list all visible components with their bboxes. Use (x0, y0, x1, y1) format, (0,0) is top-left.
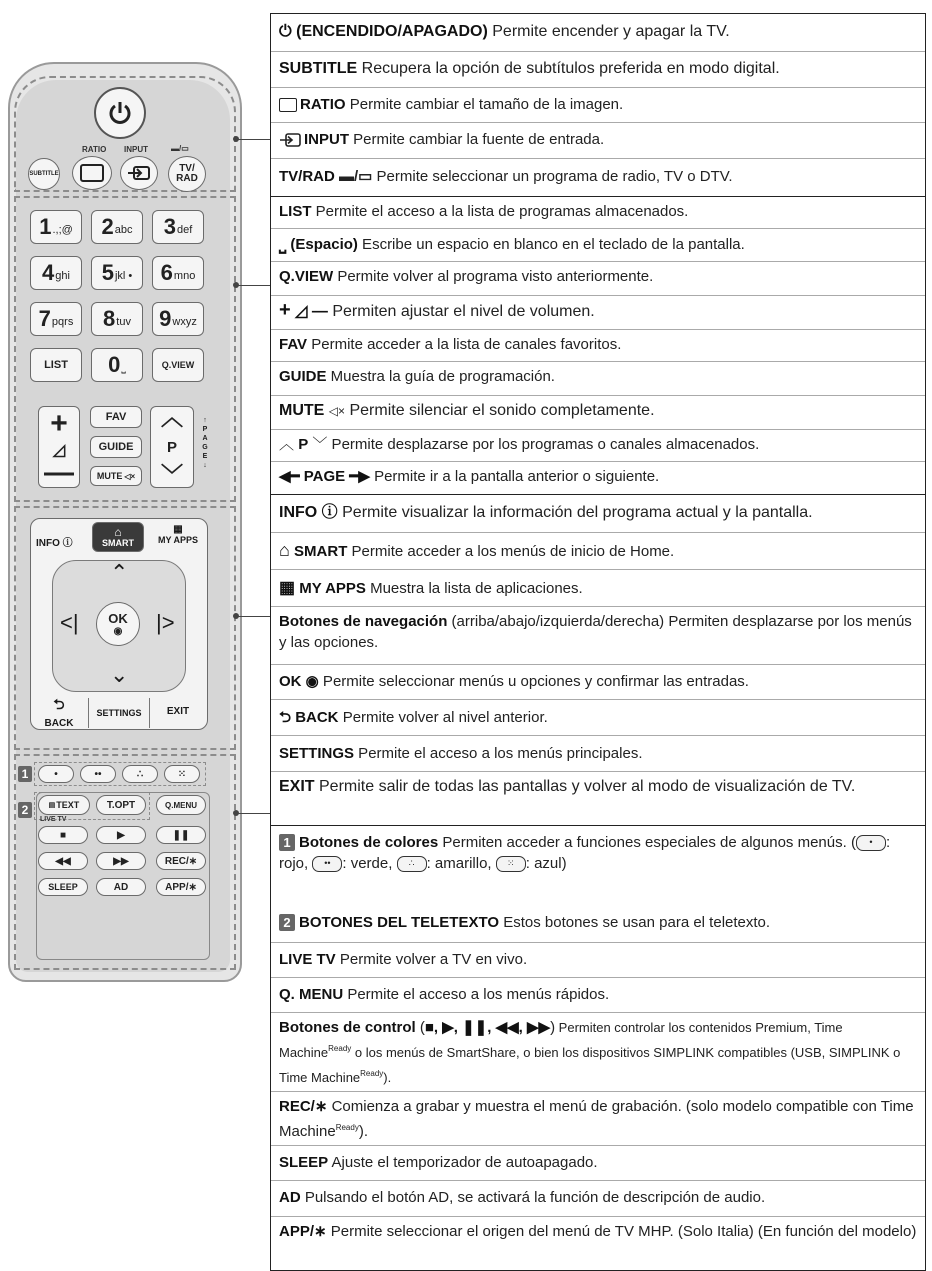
rec-button[interactable] (156, 852, 206, 870)
ratio-icon (80, 164, 104, 182)
input-icon (279, 133, 301, 147)
program-label: P (166, 438, 177, 456)
number-button-5[interactable] (91, 256, 143, 290)
app-button[interactable] (156, 878, 206, 896)
row-exit-title: EXIT (279, 778, 315, 795)
topt-button[interactable] (96, 795, 146, 815)
letters: mno (173, 270, 196, 282)
connector-3 (236, 616, 270, 617)
myapps-button[interactable] (154, 524, 202, 545)
ratio-button[interactable] (72, 156, 112, 190)
row-subtitle-title: SUBTITLE (279, 60, 358, 77)
row-control-text3: ). (383, 1070, 392, 1085)
ok-button-label: OK (108, 611, 128, 626)
qmenu-button-label: Q.MENU (165, 800, 197, 810)
row-guide (271, 361, 925, 395)
row-settings-title: SETTINGS (279, 745, 355, 762)
app-button-label: APP/∗ (165, 881, 197, 893)
number-button-4[interactable] (30, 256, 82, 290)
row-nav-title: Botones de navegación (279, 613, 448, 630)
connector-dot-4 (233, 810, 239, 816)
number-button-0[interactable] (91, 348, 143, 382)
digit: 9 (159, 306, 172, 331)
pause-button[interactable] (156, 826, 206, 844)
digit: 0 (108, 352, 121, 377)
row-ad (271, 1180, 925, 1216)
digit: 7 (38, 306, 51, 331)
row-info-text: Permite visualizar la información del programa actual y la pantalla. (337, 504, 813, 521)
forward-button[interactable] (96, 852, 146, 870)
group-number-buttons (270, 197, 926, 495)
ready-superscript: Ready (328, 1044, 352, 1053)
row-power (271, 14, 925, 51)
back-button[interactable] (34, 694, 84, 729)
row-list (271, 197, 925, 228)
row-rec-text2: ). (358, 1123, 368, 1140)
info-icon: ⓘ (59, 538, 73, 549)
number-button-7[interactable] (30, 302, 82, 336)
row-ratio-text: Permite cambiar el tamaño de la imagen. (345, 96, 624, 113)
letters: .,;@ (52, 224, 73, 236)
row-myapps-title: MY APPS (299, 580, 366, 597)
row-rec-title: REC/∗ (279, 1098, 328, 1115)
row-control-text1: Permiten controlar los contenidos Premium, Time Machine (279, 1020, 843, 1060)
stop-icon: ■ (59, 829, 67, 841)
row-app-text: Permite seleccionar el origen del menú de TV MHP. (Solo Italia) (En función del modelo) (326, 1223, 917, 1240)
power-button[interactable] (94, 87, 146, 139)
power-icon: ⏻ (279, 23, 292, 40)
list-button-label: LIST (44, 359, 68, 371)
volume-icon: ◿ (52, 442, 66, 459)
letters: tuv (116, 316, 131, 328)
volume-up-icon: + (50, 407, 68, 440)
row-ok-text: Permite seleccionar menús u opciones y confirmar las entradas. (318, 673, 749, 690)
connector-2 (236, 285, 270, 286)
group-navigation-buttons (270, 495, 926, 826)
row-ratio (271, 87, 925, 122)
subtitle-button-label: SUBTITLE (29, 171, 59, 177)
mute-icon: ◁× (328, 404, 346, 418)
qview-button-label: Q.VIEW (161, 360, 195, 370)
info-button-label: INFO (36, 538, 60, 549)
sleep-button-label: SLEEP (48, 882, 78, 892)
digit: 6 (160, 260, 173, 285)
row-rec (271, 1091, 925, 1145)
row-colors-text: Permiten acceder a funciones especiales de algunos menús. ( (438, 834, 856, 851)
blue-key-icon: ⁙ (496, 856, 526, 872)
mute-icon: ◁× (124, 471, 136, 481)
back-icon: ⮌ (53, 696, 65, 712)
row-page-text: Permite ir a la pantalla anterior o siguiente. (369, 468, 660, 485)
blue-button[interactable]: ⁙ (164, 765, 200, 783)
row-ok-title: OK (279, 673, 302, 690)
badge-2: 2 (279, 914, 295, 931)
row-nav (271, 606, 925, 664)
ok-button[interactable] (96, 602, 140, 646)
connector-1 (236, 139, 270, 140)
row-rec-text1: Comienza a grabar y muestra el menú de grabación. (solo modelo compatible con Time Machine (279, 1098, 914, 1140)
row-guide-title: GUIDE (279, 368, 327, 385)
volume-rocker[interactable] (38, 406, 80, 488)
fav-button-label: FAV (105, 411, 127, 423)
red-text: : rojo, (279, 834, 891, 872)
row-livetv-text: Permite volver a TV en vivo. (335, 951, 528, 968)
red-key-icon: • (856, 835, 886, 851)
volume-plus-icon: + (279, 299, 291, 321)
row-input-title: INPUT (304, 131, 349, 148)
text-button-label: TEXT (56, 800, 80, 810)
guide-button-label: GUIDE (98, 441, 134, 453)
input-label: INPUT (124, 145, 148, 154)
ok-dot-icon: ◉ (305, 673, 319, 690)
program-rocker[interactable] (150, 406, 194, 488)
topt-button-label: T.OPT (106, 799, 136, 811)
row-program-text: Permite desplazarse por los programas o canales almacenados. (327, 436, 760, 453)
ad-button-label: AD (113, 881, 129, 893)
row-ad-text: Pulsando el botón AD, se activará la función de descripción de audio. (300, 1189, 766, 1206)
row-power-text: Permite encender y apagar la TV. (487, 23, 730, 40)
row-fav-title: FAV (279, 336, 308, 353)
page-forward-icon: ━▶ (349, 468, 370, 485)
space-icon: ⎵ (279, 233, 287, 253)
grid-icon: ▦ (173, 524, 183, 535)
settings-button[interactable] (88, 698, 150, 728)
row-ratio-title: RATIO (300, 96, 346, 113)
row-back (271, 699, 925, 735)
digit: 3 (163, 214, 176, 239)
number-button-8[interactable] (91, 302, 143, 336)
row-fav-text: Permite acceder a la lista de canales favoritos. (307, 336, 622, 353)
ok-dot-icon: ◉ (113, 626, 123, 637)
yellow-button[interactable]: ∴ (122, 765, 158, 783)
row-control: Botones de control (■, ▶, ❚❚, ◀◀, ▶▶) Permiten controlar los contenidos Premium, Time Machine$^{Ready}$ o los menús de SmartShare, o bien los dispositivos SIMPLINK compatibles (USB, SIMPLINK o Time Machine$^{Ready}$). (271, 1012, 925, 1091)
green-key-icon: •• (312, 856, 342, 872)
row-space-title: (Espacio) (290, 236, 358, 253)
yellow-text: : amarillo, (426, 855, 496, 872)
letters: jkl • (114, 270, 133, 282)
row-qview-text: Permite volver al programa visto anteriormente. (333, 268, 654, 285)
space-icon: ⎵ (121, 361, 126, 374)
row-list-text: Permite el acceso a la lista de programas almacenados. (311, 203, 689, 220)
control-icons: ■, ▶, ❚❚, ◀◀, ▶▶ (424, 1019, 551, 1036)
row-back-text: Permite volver al nivel anterior. (338, 709, 548, 726)
info-icon: ⓘ (321, 504, 338, 521)
back-button-label: BACK (44, 718, 74, 729)
row-qmenu (271, 977, 925, 1012)
program-up-icon: ︿ (279, 436, 295, 453)
row-colors (271, 826, 925, 906)
row-smart-text: Permite acceder a los menús de inicio de Home. (347, 543, 675, 560)
list-button[interactable] (30, 348, 82, 382)
number-button-3[interactable] (152, 210, 204, 244)
ready-superscript: Ready (335, 1123, 359, 1132)
exit-button-label: EXIT (166, 706, 190, 717)
program-down-icon: ﹀ (160, 463, 183, 488)
guide-button[interactable] (90, 436, 142, 458)
row-space-text: Escribe un espacio en blanco en el teclado de la pantalla. (357, 236, 745, 253)
row-teletext-text: Estos botones se usan para el teletexto. (499, 914, 771, 931)
ready-superscript: Ready (360, 1069, 384, 1078)
input-icon (127, 166, 151, 180)
nav-down-icon[interactable]: ⌄ (110, 662, 129, 687)
rec-button-label: REC/∗ (164, 855, 198, 867)
text-button[interactable] (38, 795, 90, 815)
row-smart-title: SMART (294, 543, 348, 560)
fav-button[interactable] (90, 406, 142, 428)
letters: abc (114, 224, 133, 236)
row-control-text2: o los menús de SmartShare, o bien los dispositivos SIMPLINK compatibles (USB, SIMPLINK o Time Machine (279, 1045, 901, 1085)
green-text: : verde, (342, 855, 397, 872)
smart-button-label: SMART (102, 538, 134, 548)
exit-button[interactable] (154, 706, 202, 717)
connector-dot-2 (233, 282, 239, 288)
row-guide-text: Muestra la guía de programación. (326, 368, 555, 385)
row-qview-title: Q.VIEW (279, 268, 334, 285)
letters: def (176, 224, 193, 236)
digit: 4 (42, 260, 55, 285)
page-side-label: ↑ P A G E ↓ (202, 417, 208, 469)
volume-down-icon: — (44, 456, 74, 489)
row-smart (271, 532, 925, 569)
program-up-icon: ︿ (160, 405, 183, 430)
row-colors-title: Botones de colores (299, 834, 439, 851)
tvrad-icons-label: ▬/▭ (171, 144, 189, 153)
ratio-label: RATIO (82, 145, 107, 154)
row-livetv-title: LIVE TV (279, 951, 336, 968)
row-teletext (271, 906, 925, 942)
row-settings-text: Permite el acceso a los menús principales. (354, 745, 643, 762)
ad-button[interactable] (96, 878, 146, 896)
row-control-title: Botones de control (279, 1019, 416, 1036)
home-icon: ⌂ (114, 525, 122, 539)
row-qmenu-title: Q. MENU (279, 986, 344, 1003)
volume-minus-icon: — (311, 303, 328, 320)
digit: 5 (101, 260, 114, 285)
program-down-icon: ﹀ (312, 436, 328, 453)
qview-button[interactable] (152, 348, 204, 382)
row-fav (271, 329, 925, 361)
number-button-6[interactable] (152, 256, 204, 290)
row-ad-title: AD (279, 1189, 301, 1206)
settings-button-label: SETTINGS (96, 708, 142, 718)
number-button-2[interactable] (91, 210, 143, 244)
row-nav-text: (arriba/abajo/izquierda/derecha) Permiten desplazarse por los menús y las opciones. (279, 613, 912, 651)
forward-icon: ▶▶ (113, 855, 129, 867)
letters: ghi (55, 270, 70, 282)
rewind-button[interactable] (38, 852, 88, 870)
row-myapps (271, 569, 925, 606)
row-sleep-title: SLEEP (279, 1154, 329, 1171)
volume-icon: ◿ (295, 303, 308, 320)
smart-button[interactable] (92, 522, 144, 552)
row-qview (271, 261, 925, 295)
subtitle-button[interactable] (28, 158, 60, 190)
qmenu-button[interactable] (156, 795, 206, 815)
row-subtitle-text: Recupera la opción de subtítulos preferida en modo digital. (357, 60, 780, 77)
row-mute-text: Permite silenciar el sonido completamente. (345, 402, 655, 419)
home-icon: ⌂ (279, 540, 290, 560)
connector-dot-1 (233, 136, 239, 142)
row-myapps-text: Muestra la lista de aplicaciones. (365, 580, 583, 597)
row-info-title: INFO (279, 504, 318, 521)
row-info (271, 495, 925, 532)
tvrad-button[interactable] (168, 156, 206, 192)
description-table (270, 13, 926, 1271)
row-input (271, 122, 925, 158)
green-button[interactable]: •• (80, 765, 116, 783)
digit: 2 (101, 214, 114, 239)
row-teletext-title: BOTONES DEL TELETEXTO (299, 914, 500, 931)
livetv-label: LIVE TV (40, 816, 67, 823)
rewind-icon: ◀◀ (55, 855, 71, 867)
row-mute (271, 395, 925, 429)
row-tvrad (271, 158, 925, 196)
nav-right-icon[interactable]: |> (156, 610, 175, 635)
connector-4 (236, 813, 270, 814)
badge-1: 1 (18, 766, 32, 782)
stop-button[interactable] (38, 826, 88, 844)
blue-text: : azul) (525, 855, 567, 872)
nav-left-icon[interactable]: <| (60, 610, 79, 635)
row-tvrad-text: Permite seleccionar un programa de radio, TV o DTV. (372, 168, 733, 185)
sleep-button[interactable] (38, 878, 88, 896)
row-app-title: APP/∗ (279, 1223, 327, 1240)
yellow-key-icon: ∴ (397, 856, 427, 872)
letters: pqrs (51, 316, 74, 328)
row-back-title: BACK (295, 709, 339, 726)
row-livetv (271, 942, 925, 977)
row-program (271, 429, 925, 461)
row-ok (271, 664, 925, 699)
badge-2: 2 (18, 802, 32, 818)
connector-dot-3 (233, 613, 239, 619)
digit: 8 (103, 306, 116, 331)
nav-up-icon[interactable]: ⌃ (110, 560, 129, 585)
letters: wxyz (172, 316, 197, 328)
info-button[interactable] (36, 534, 73, 549)
mute-button-label: MUTE (96, 471, 123, 481)
row-page (271, 461, 925, 494)
row-sleep-text: Ajuste el temporizador de autoapagado. (328, 1154, 598, 1171)
number-button-1[interactable] (30, 210, 82, 244)
row-exit (271, 771, 925, 825)
row-list-title: LIST (279, 203, 312, 220)
row-settings (271, 735, 925, 771)
pause-icon: ❚❚ (172, 829, 190, 841)
row-volume-text: Permiten ajustar el nivel de volumen. (332, 303, 595, 320)
tvrad-button-label: TV/ RAD (176, 163, 198, 184)
mute-button[interactable] (90, 466, 142, 486)
back-icon: ⮌ (279, 709, 292, 726)
row-subtitle (271, 51, 925, 87)
row-space (271, 228, 925, 261)
badge-1: 1 (279, 834, 295, 851)
power-icon (107, 100, 133, 126)
row-input-text: Permite cambiar la fuente de entrada. (349, 131, 605, 148)
digit: 1 (39, 214, 52, 239)
remote-control (8, 62, 242, 982)
row-page-title: PAGE (303, 468, 346, 485)
row-mute-title: MUTE (279, 402, 325, 419)
row-app (271, 1216, 925, 1270)
grid-icon: ▦ (279, 578, 296, 597)
play-button[interactable] (96, 826, 146, 844)
row-volume (271, 295, 925, 329)
row-sleep (271, 1145, 925, 1180)
row-power-title: (ENCENDIDO/APAGADO) (296, 23, 488, 40)
input-button[interactable] (120, 156, 158, 190)
number-button-9[interactable] (152, 302, 204, 336)
text-icon: ▤ (48, 802, 56, 809)
myapps-button-label: MY APPS (157, 535, 198, 545)
tvrad-icon: ▬/▭ (339, 168, 373, 185)
ratio-icon (279, 98, 297, 112)
group-color-buttons (270, 826, 926, 1271)
play-icon: ▶ (117, 829, 125, 841)
page-back-icon: ◀━ (279, 468, 300, 485)
row-exit-text: Permite salir de todas las pantallas y volver al modo de visualización de TV. (314, 778, 856, 795)
row-qmenu-text: Permite el acceso a los menús rápidos. (343, 986, 610, 1003)
row-tvrad-title: TV/RAD (279, 168, 335, 185)
group-top-buttons (270, 13, 926, 197)
row-program-title: P (298, 436, 309, 453)
red-button[interactable]: • (38, 765, 74, 783)
